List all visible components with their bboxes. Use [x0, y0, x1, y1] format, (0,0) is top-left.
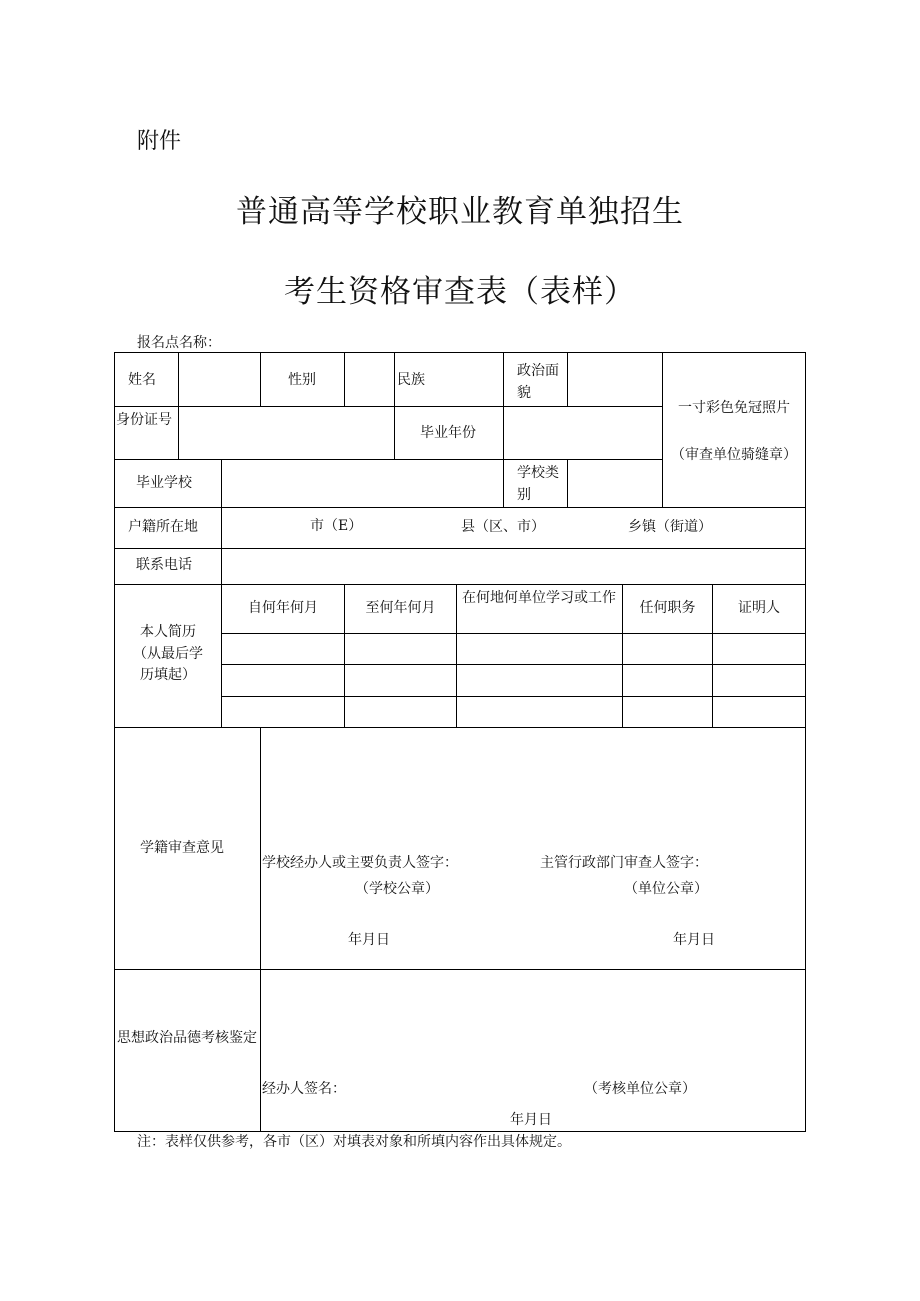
moral-review-label: 思想政治品德考核鉴定 — [117, 1030, 257, 1046]
moral-signer-label: 经办人签名： — [262, 1081, 346, 1097]
resume-row[interactable] — [222, 697, 805, 727]
household-town[interactable]: 乡镇（街道） — [628, 519, 712, 535]
political-status-field[interactable] — [568, 353, 661, 405]
graduation-year-field[interactable] — [504, 407, 661, 458]
graduated-school-field[interactable] — [222, 460, 502, 506]
gender-label: 性别 — [288, 372, 316, 388]
school-date-label: 年月日 — [348, 932, 390, 948]
name-field[interactable] — [179, 353, 259, 405]
photo-label: 一寸彩色免冠照片 — [678, 400, 790, 416]
form-title-line1: 普通高等学校职业教育单独招生 — [236, 194, 684, 230]
registration-site-label: 报名点名称： — [137, 335, 221, 351]
school-type-field[interactable] — [568, 460, 661, 506]
resume-col-witness: 证明人 — [738, 600, 780, 616]
resume-col-place: 在何地何单位学习或工作 — [462, 590, 616, 606]
school-seal-label: （学校公章） — [355, 881, 439, 897]
household-label: 户籍所在地 — [128, 519, 198, 535]
phone-label: 联系电话 — [136, 557, 192, 573]
dept-date-label: 年月日 — [673, 932, 715, 948]
moral-date-label: 年月日 — [510, 1112, 552, 1128]
ethnicity-field[interactable] — [440, 353, 502, 405]
graduated-school-label: 毕业学校 — [136, 475, 192, 491]
resume-label: 本人简历 （从最后学 历填起） — [133, 624, 203, 684]
school-review-label: 学籍审查意见 — [140, 840, 224, 856]
id-number-label: 身份证号 — [116, 412, 172, 428]
graduation-year-label: 毕业年份 — [420, 425, 476, 441]
resume-col-from: 自何年何月 — [248, 600, 318, 616]
school-signer-label: 学校经办人或主要负责人签字： — [262, 855, 458, 871]
photo-seal-note: （审查单位骑缝章） — [671, 447, 797, 463]
household-county[interactable]: 县（区、市） — [461, 519, 545, 535]
household-city[interactable]: 市（E） — [310, 518, 363, 534]
phone-field[interactable] — [222, 549, 804, 583]
name-label: 姓名 — [128, 372, 156, 388]
gender-field[interactable] — [345, 353, 393, 405]
ethnicity-label: 民族 — [397, 372, 425, 388]
dept-signer-label: 主管行政部门审查人签字： — [540, 855, 708, 871]
resume-col-to: 至何年何月 — [365, 600, 436, 616]
id-number-field[interactable] — [179, 407, 393, 458]
attachment-label: 附件 — [137, 129, 182, 154]
school-type-label: 学校类 别 — [517, 465, 559, 503]
form-title-line2: 考生资格审查表（表样） — [284, 274, 636, 310]
moral-seal-label: （考核单位公章） — [584, 1081, 696, 1097]
resume-row[interactable] — [222, 634, 805, 664]
political-status-label: 政治面 貌 — [517, 363, 559, 401]
photo-area[interactable] — [663, 353, 805, 506]
resume-col-position: 任何职务 — [639, 600, 696, 616]
footnote: 注：表样仅供参考，各市（区）对填表对象和所填内容作出具体规定。 — [137, 1134, 571, 1150]
dept-seal-label: （单位公章） — [624, 881, 708, 897]
resume-row[interactable] — [222, 665, 805, 696]
